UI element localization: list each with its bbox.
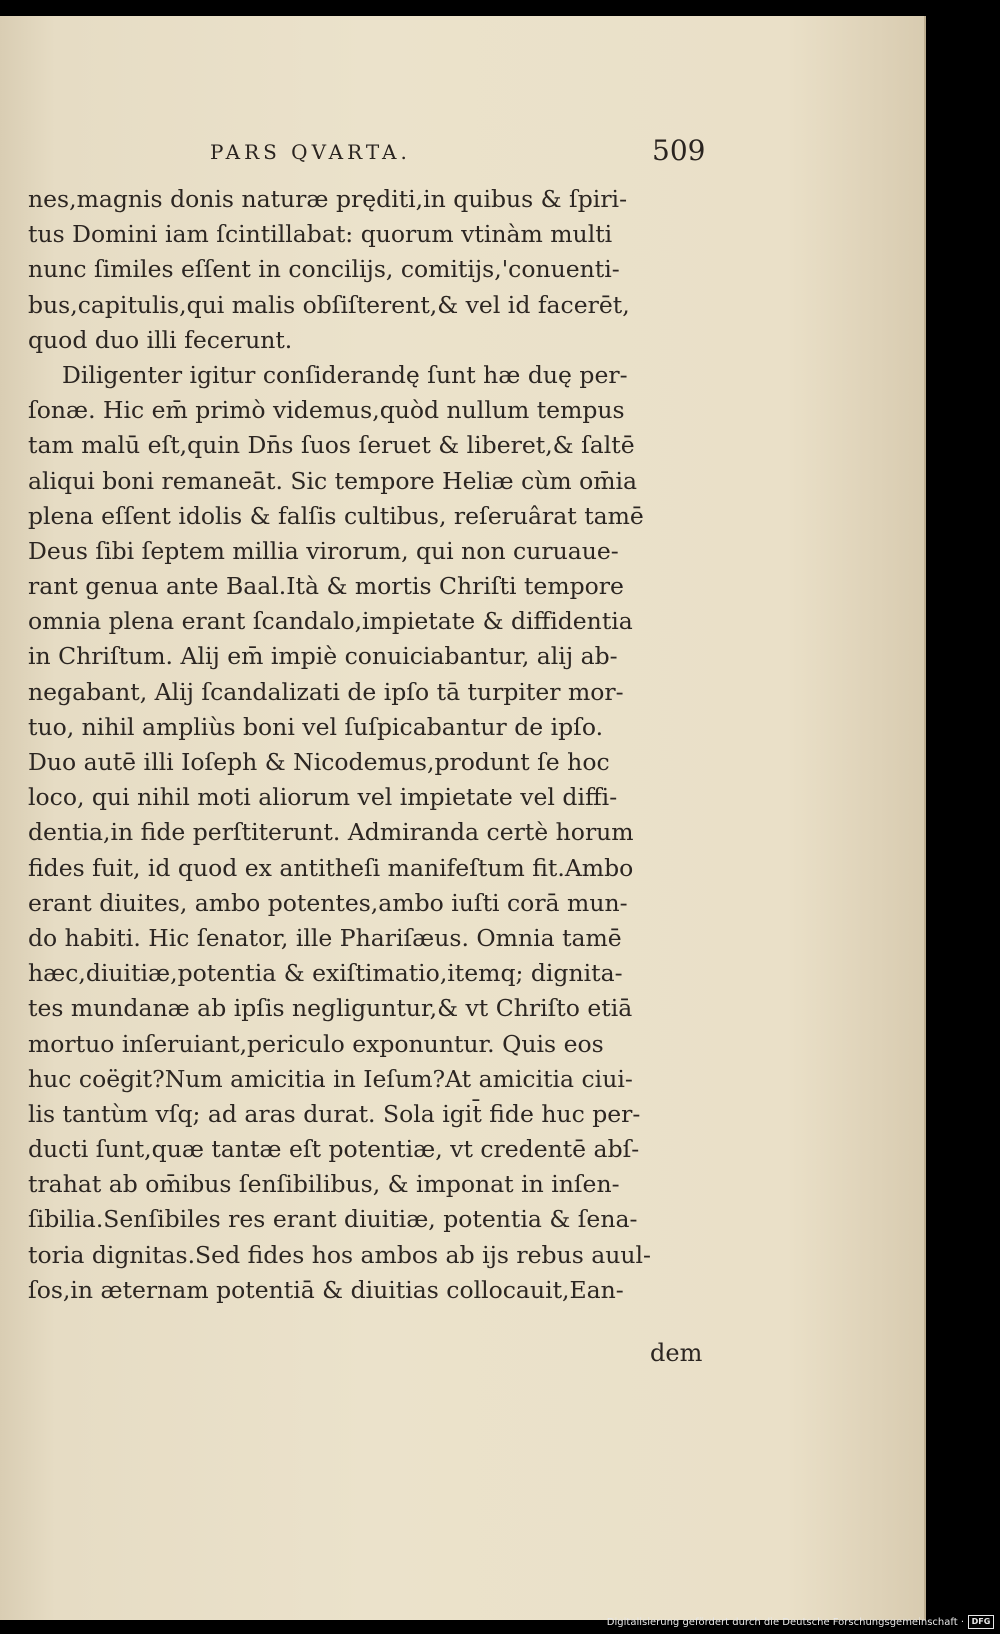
body-text [28,182,718,1308]
text-line: aliqui boni remaneāt. Sic tempore Heliæ cùm om̄ia [28,466,638,495]
text-line: mortuo inſeruiant,periculo exponuntur. Quis eos [28,1029,604,1058]
text-line: negabant, Alij ſcandalizati de ipſo tā turpiter mor- [28,677,624,706]
text-line: omnia plena erant ſcandalo,impietate & diffidentia [28,607,633,636]
text-line: plena eſſent idolis & falſis cultibus, reſeruârat tamē [28,501,644,530]
text-line: lis tantùm vſq; ad aras durat. Sola igit̄ fide huc per- [28,1099,641,1128]
text-line: do habiti. Hic ſenator, ille Phariſæus. Omnia tamē [28,923,622,952]
text-line: dentia,in fide perſtiterunt. Admiranda certè horum [28,818,634,847]
text-line: tes mundanæ ab ipſis negliguntur,& vt Chriſto etiā [28,994,633,1023]
digitization-footer [607,1614,994,1630]
text-line: rant genua ante Baal.Ità & mortis Chriſti tempore [28,572,624,601]
text-line: in Chriſtum. Alij em̄ impiè conuiciabantur, alij ab- [28,642,618,671]
text-line: erant diuites, ambo potentes,ambo iuſti corā mun- [28,888,628,917]
text-line: huc coëgit?Num amicitia in Ieſum?At amicitia ciui- [28,1064,633,1093]
text-line: trahat ab om̄ibus ſenſibilibus, & imponat in inſen- [28,1170,620,1199]
book-page [0,16,926,1620]
text-line: nes,magnis donis naturæ pręditi,in quibus & ſpiri- [28,185,628,213]
catchword: dem [650,1339,703,1367]
text-line: ducti ſunt,quæ tantæ eſt potentiæ, vt credentē abſ- [28,1135,640,1164]
text-line: ſos,in æternam potentiā & diuitias collocauit,Ean- [28,1275,624,1304]
text-line: ſibilia.Senſibiles res erant diuitiæ, potentia & ſena- [28,1205,638,1234]
text-line: tuo, nihil ampliùs boni vel ſuſpicabantur de ipſo. [28,712,604,741]
text-line: ſonæ. Hic em̄ primò videmus,quòd nullum tempus [28,396,625,425]
text-line: hæc,diuitiæ,potentia & exiſtimatio,itemq; dignita- [28,959,623,988]
text-line: tus Domini iam ſcintillabat: quorum vtinàm multi [28,220,613,249]
dfg-logo: DFG [968,1615,994,1629]
page-number: 509 [652,134,706,167]
text-line: Duo autē illi Ioſeph & Nicodemus,produnt ſe hoc [28,748,610,776]
text-line: loco, qui nihil moti aliorum vel impietate vel diffi- [28,783,618,812]
text-line: fides fuit, id quod ex antitheſi manifeſtum fit.Ambo [28,853,634,882]
text-line: bus,capitulis,qui malis obſiſterent,& vel id facerēt, [28,290,630,319]
text-line: Diligenter igitur conſiderandę ſunt hæ duę per- [62,360,628,389]
footer-credit: Digitalisierung gefördert durch die Deutsche Forschungsgemeinschaft · [606,1616,964,1628]
page-header [0,134,924,174]
text-line: quod duo illi fecerunt. [28,325,293,354]
text-line: nunc ſimiles eſſent in concilijs, comitijs,'conuenti- [28,255,620,284]
running-title: PARS QVARTA. [210,140,411,164]
text-line: tam malū eſt,quin Dn̄s ſuos ſeruet & liberet,& ſaltē [28,431,635,460]
text-line: Deus ſibi ſeptem millia virorum, qui non curuaue- [28,536,619,565]
text-line: toria dignitas.Sed fides hos ambos ab ijs rebus auul- [28,1240,652,1269]
